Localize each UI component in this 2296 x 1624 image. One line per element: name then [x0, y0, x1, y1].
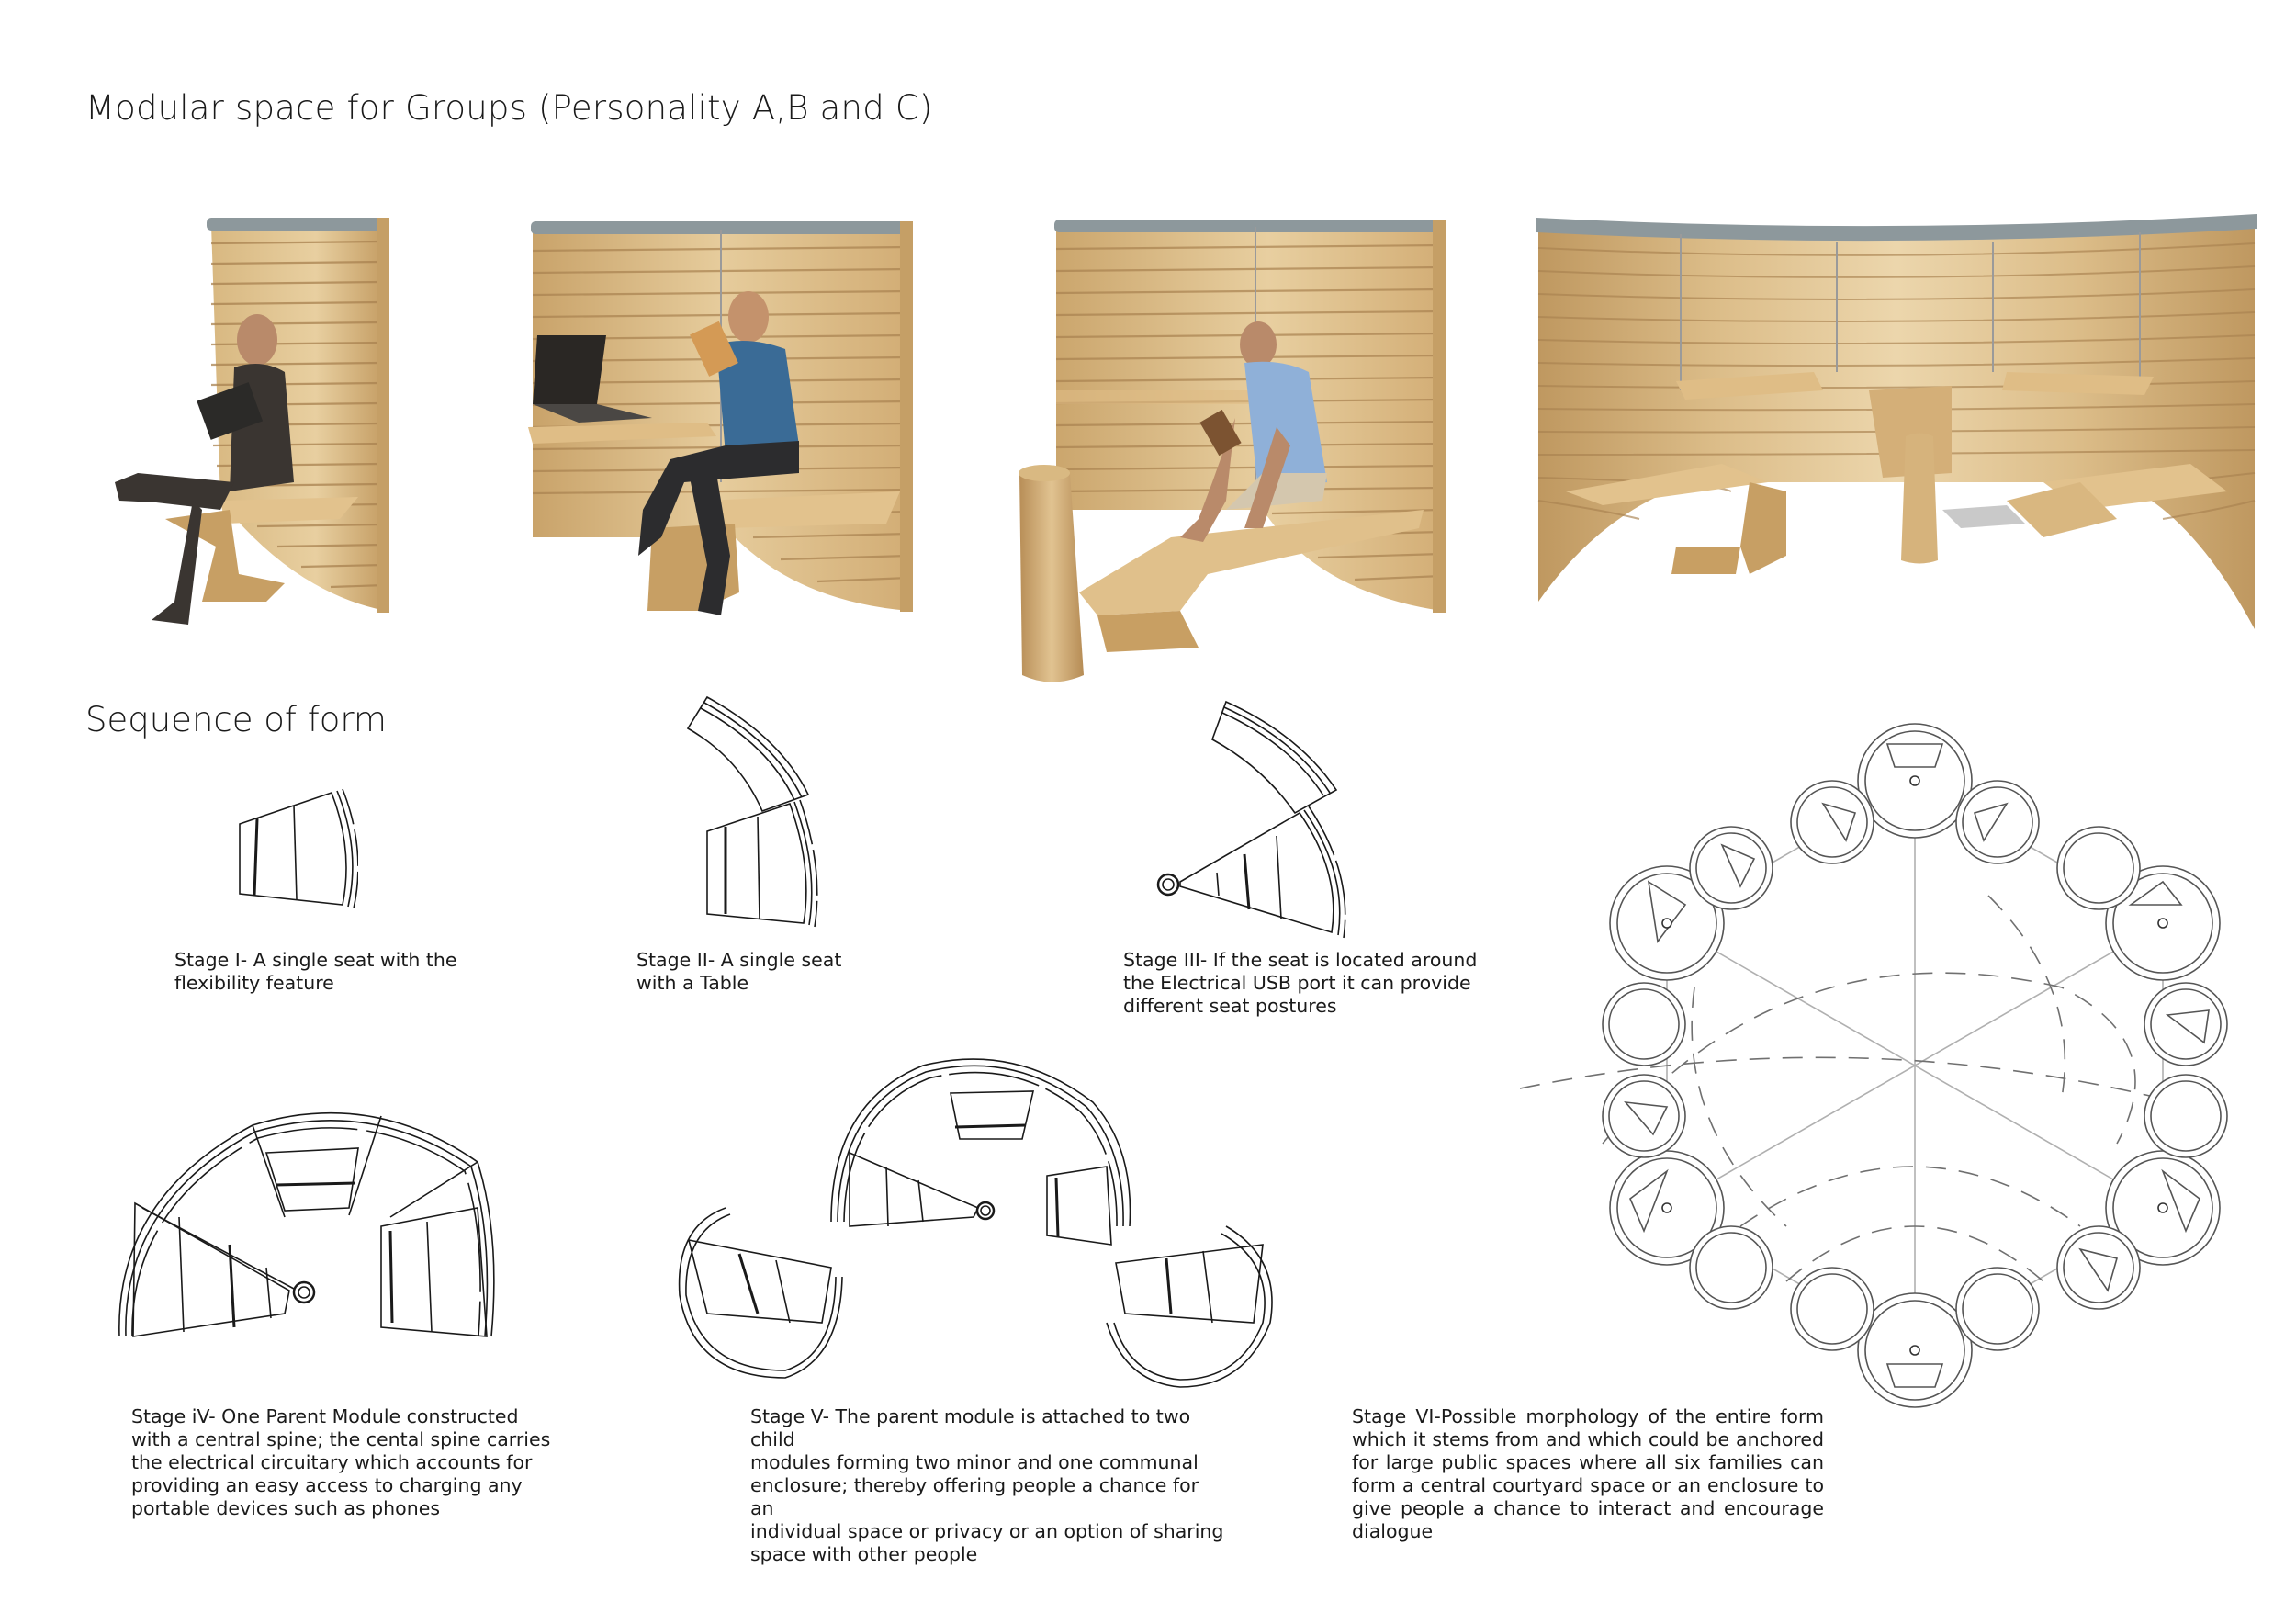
render-seat-with-table — [523, 207, 918, 638]
plan-stage-4 — [115, 1098, 501, 1350]
caption-stage-5: Stage V- The parent module is attached to two child modules forming two minor and one communal enclosure; thereby offering people a chance for an individual space or privacy or an option of sharing space with other people — [750, 1405, 1224, 1565]
caption-stage-1: Stage I- A single seat with the flexibility feature — [174, 949, 457, 994]
render-group-enclosure — [1529, 207, 2264, 648]
render-seat-around-usb-port — [1015, 207, 1451, 694]
caption-stage-2: Stage II- A single seat with a Table — [636, 949, 842, 994]
caption-stage-6: Stage VI-Possible morphology of the entire form which it stems from and which could be anchored for large public spaces where all six families can form a central courtyard space or an enclosure to give people a chance to interact and encourage dialogue — [1352, 1405, 1824, 1542]
caption-stage-3: Stage III- If the seat is located around the Electrical USB port it can provide different seat postures — [1123, 949, 1478, 1017]
plan-stage-1 — [234, 785, 358, 923]
plan-stage-3 — [1153, 698, 1359, 942]
plan-stage-5 — [675, 1047, 1281, 1392]
sequence-heading: Sequence of form — [85, 700, 387, 739]
plan-stage-6-morphology — [1511, 712, 2236, 1428]
caption-stage-4: Stage iV- One Parent Module constructed with a central spine; the cental spine carries the electrical circuitary which accounts for providing an easy access to charging any portable devices such as phones — [131, 1405, 551, 1519]
page-title: Modular space for Groups (Personality A,B and C) — [85, 88, 933, 128]
render-single-seat-reading — [64, 207, 404, 648]
plan-stage-2 — [684, 694, 822, 942]
